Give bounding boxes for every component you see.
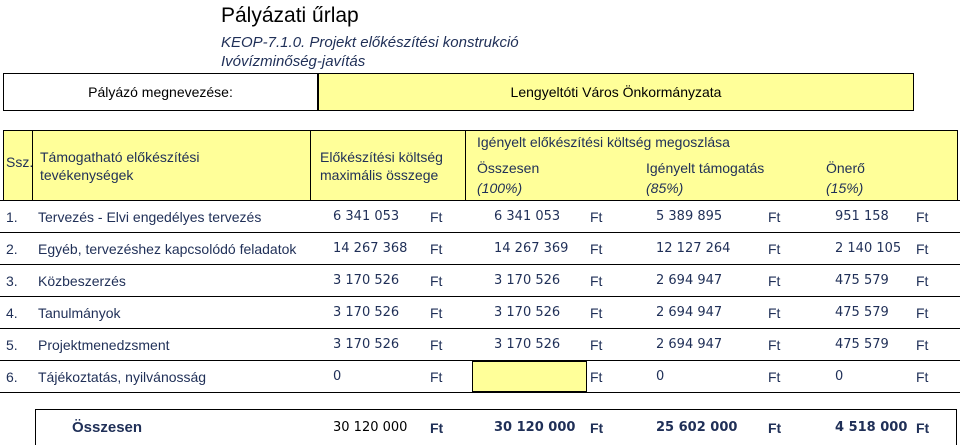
header-total: Összesen bbox=[477, 160, 540, 176]
row-total-currency: Ft bbox=[590, 368, 603, 385]
row-max: 6 341 053 bbox=[333, 209, 400, 224]
row-max-currency: Ft bbox=[430, 272, 443, 289]
row-support: 2 694 947 bbox=[656, 305, 723, 320]
row-support-currency: Ft bbox=[768, 368, 781, 385]
sum-support: 25 602 000 bbox=[656, 420, 738, 435]
table-row bbox=[0, 201, 960, 232]
sum-label: Összesen bbox=[72, 419, 143, 436]
construction-code: KEOP-7.1.0. Projekt előkészítési konstrukció bbox=[221, 34, 519, 51]
sum-support-currency: Ft bbox=[768, 419, 782, 436]
row-support-currency: Ft bbox=[768, 208, 781, 225]
sum-row-content bbox=[0, 410, 960, 445]
row-own-currency: Ft bbox=[916, 208, 929, 225]
header-support: Igényelt támogatás bbox=[646, 160, 765, 176]
header-activity: Támogatható előkészítési tevékenységek bbox=[40, 149, 200, 183]
row-support: 2 694 947 bbox=[656, 273, 723, 288]
row-total-currency: Ft bbox=[590, 240, 603, 257]
row-max: 14 267 368 bbox=[333, 241, 408, 256]
sum-total: 30 120 000 bbox=[494, 420, 576, 435]
row-number: 1. bbox=[6, 208, 18, 225]
header-max-cost: Előkészítési költség maximális összege bbox=[320, 149, 443, 183]
row-own-currency: Ft bbox=[916, 336, 929, 353]
row-max-currency: Ft bbox=[430, 208, 443, 225]
form-title: Pályázati űrlap bbox=[221, 4, 359, 27]
header-support-pct: (85%) bbox=[646, 180, 684, 196]
row-activity: Közbeszerzés bbox=[38, 272, 126, 289]
row-max: 3 170 526 bbox=[333, 273, 400, 288]
row-activity: Tanulmányok bbox=[38, 304, 121, 321]
row-max: 0 bbox=[333, 369, 342, 384]
row-activity: Tervezés - Elvi engedélyes tervezés bbox=[38, 208, 262, 225]
row-max-currency: Ft bbox=[430, 240, 443, 257]
row-own: 475 579 bbox=[835, 337, 889, 352]
row-max: 3 170 526 bbox=[333, 337, 400, 352]
applicant-label-text: Pályázó megnevezése: bbox=[88, 84, 233, 100]
row-divider bbox=[0, 392, 960, 393]
header-ssz: Ssz. bbox=[6, 154, 34, 170]
row-own-currency: Ft bbox=[916, 240, 929, 257]
row-own: 951 158 bbox=[835, 209, 889, 224]
header-total-pct: (100%) bbox=[477, 180, 523, 196]
row-activity: Projektmenedzsment bbox=[38, 336, 170, 353]
row-own: 2 140 105 bbox=[835, 241, 902, 256]
row-total-currency: Ft bbox=[590, 304, 603, 321]
table-row bbox=[0, 265, 960, 296]
applicant-value-text: Lengyeltóti Város Önkormányzata bbox=[510, 84, 722, 100]
row-total: 3 170 526 bbox=[494, 305, 561, 320]
row-support-currency: Ft bbox=[768, 304, 781, 321]
applicant-value-field[interactable] bbox=[318, 73, 914, 111]
row-total: 3 170 526 bbox=[494, 273, 561, 288]
row-own-currency: Ft bbox=[916, 304, 929, 321]
row-activity: Egyéb, tervezéshez kapcsolódó feladatok bbox=[38, 240, 297, 257]
table-row bbox=[0, 233, 960, 264]
sum-own: 4 518 000 bbox=[835, 420, 908, 435]
header-border-right bbox=[957, 130, 958, 200]
row-support: 0 bbox=[656, 369, 665, 384]
row-total-currency: Ft bbox=[590, 208, 603, 225]
project-topic: Ivóvízminőség-javítás bbox=[221, 53, 366, 70]
row-number: 2. bbox=[6, 240, 18, 257]
row-own-currency: Ft bbox=[916, 272, 929, 289]
sum-total-currency: Ft bbox=[590, 419, 604, 436]
row-number: 3. bbox=[6, 272, 18, 289]
row-support-currency: Ft bbox=[768, 272, 781, 289]
row-activity: Tájékoztatás, nyilvánosság bbox=[38, 368, 207, 385]
header-breakdown: Igényelt előkészítési költség megoszlása bbox=[477, 134, 730, 150]
header-border-2 bbox=[310, 130, 311, 200]
row-number: 5. bbox=[6, 336, 18, 353]
header-own: Önerő bbox=[826, 160, 865, 176]
row-total-currency: Ft bbox=[590, 272, 603, 289]
row-max-currency: Ft bbox=[430, 336, 443, 353]
row-support: 2 694 947 bbox=[656, 337, 723, 352]
row-own: 475 579 bbox=[835, 305, 889, 320]
table-row bbox=[0, 361, 960, 392]
row-max-currency: Ft bbox=[430, 304, 443, 321]
row-max-currency: Ft bbox=[430, 368, 443, 385]
sum-max: 30 120 000 bbox=[333, 420, 408, 435]
row-own: 475 579 bbox=[835, 273, 889, 288]
table-header bbox=[0, 130, 960, 200]
table-row bbox=[0, 297, 960, 328]
row-support: 12 127 264 bbox=[656, 241, 731, 256]
sum-max-currency: Ft bbox=[430, 419, 444, 436]
header-top-border bbox=[3, 130, 958, 131]
row-total: 3 170 526 bbox=[494, 337, 561, 352]
applicant-label bbox=[3, 73, 318, 111]
sum-own-currency: Ft bbox=[916, 419, 930, 436]
table-row bbox=[0, 329, 960, 360]
row-max: 3 170 526 bbox=[333, 305, 400, 320]
row-total: 6 341 053 bbox=[494, 209, 561, 224]
row-total: 14 267 369 bbox=[494, 241, 569, 256]
header-own-pct: (15%) bbox=[826, 180, 864, 196]
row-own: 0 bbox=[835, 369, 844, 384]
header-border-left bbox=[3, 130, 4, 200]
header-border-3 bbox=[465, 130, 466, 200]
row-number: 4. bbox=[6, 304, 18, 321]
row-support: 5 389 895 bbox=[656, 209, 723, 224]
row-total-input[interactable] bbox=[472, 361, 587, 392]
row-support-currency: Ft bbox=[768, 336, 781, 353]
row-own-currency: Ft bbox=[916, 368, 929, 385]
row-number: 6. bbox=[6, 368, 18, 385]
row-total-currency: Ft bbox=[590, 336, 603, 353]
row-support-currency: Ft bbox=[768, 240, 781, 257]
